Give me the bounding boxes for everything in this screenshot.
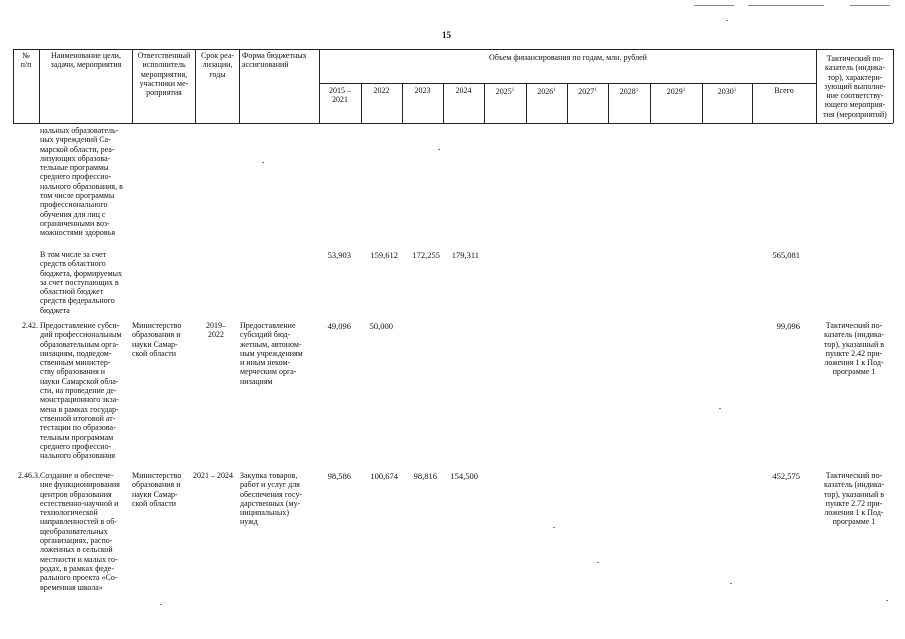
row-2-name: Предоставление субси- дий профессиональным образовательным орга- низациям, подведом- ственным министер- ству образования и науки Самарской обла- сти, на проведение де- монстрационного экза- мена в рамках государ- ственной итоговой ат- тестации по образова- тельным программам среднего профессио- нального образования [40,321,122,461]
year-header-2029 [650,86,702,96]
year-label-2028: 2028 [619,87,636,96]
row-1-value-2015-2021: 53,903 [327,250,351,260]
row-2-total: 99,096 [776,321,800,331]
row-0-name: нальных образователь- ных учреждений Са- марской области, реа- лизующих образова- тельные программы среднего профессио- нального образования, в том числе программы профессионального обучения для лиц с ограниченными воз- можностями здоровья [40,126,123,238]
row-3-total: 452,575 [772,471,800,481]
scan-speck [553,527,555,528]
year-header-2026 [526,86,567,96]
row-2-number: 2.42. [22,321,38,330]
header-form: Форма бюджетных ассигнований [242,51,307,70]
year-label-2026: 2026 [537,87,554,96]
row-3-value-2024: 154,500 [450,471,478,481]
row-3-term: 2021 – 2024 [193,471,233,480]
row-2-form: Предоставление субсидий бюд- жетным, автоном- ным учреждениям и иным неком- мерческим орга- низациям [240,321,303,386]
page-number: 15 [442,30,451,40]
row-3-responsible: Министерство образования и науки Самар- ской области [132,471,182,508]
row-2-value-2022: 50,000 [369,321,393,331]
row-1-total: 565,081 [772,250,800,260]
scan-speck [730,583,732,584]
footnote-mark-2025: 1 [511,88,515,93]
row-1-name: В том числе за счет средств областного бюджета, формируемых за счет поступающих в областной бюджет средств федерального бюджета [40,250,123,315]
scan-speck [719,408,721,409]
row-2-responsible: Министерство образования и науки Самар- ской области [132,321,182,358]
row-3-value-2022: 100,674 [370,471,398,481]
year-label-2029: 2029 [666,87,683,96]
row-2-indicator: Тактический по- казатель (индика- тор), указанный в пункте 2.42 при- ложения 1 к Под- программе 1 [823,321,885,377]
year-header-2015-2021: 2015 – 2021 [329,86,351,105]
top-rule-far [850,5,890,6]
year-label-2030: 2030 [717,87,734,96]
year-header-2028 [608,86,650,96]
header-term: Срок реа- лизации, годы [200,51,235,79]
row-2-term: 2019– 2022 [206,321,226,340]
header-no: № п/п [20,51,32,70]
scan-speck [262,162,264,163]
row-3-value-2023: 98,816 [413,471,437,481]
year-header-2030 [702,86,752,96]
col-line-end [893,49,894,123]
scan-speck [160,604,162,605]
footnote-mark-2028: 1 [635,88,639,93]
header-top-line [13,49,893,50]
row-3-form: Закупка товаров, работ и услуг для обеспечения госу- дарственных (му- ниципальных) нужд [240,471,303,527]
footnote-mark-2027: 1 [594,88,597,93]
scan-speck [597,562,599,563]
footnote-mark-2026: 1 [553,88,556,93]
footnote-mark-2030: 1 [733,88,737,93]
header-bottom-line [13,123,893,124]
year-header-total: Всего [774,86,794,95]
row-3-name: Создание и обеспече- ние функционирования центров образования естественно-научной и технологической направленностей в об- щеобразовательных организациях, распо- ложенных в сельской местности и малых го- родах, в рамках феде- рального проекта «Со- временная школа» [40,471,120,592]
row-3-number: 2.46.3. [18,471,40,480]
row-1-value-2022: 159,612 [370,250,398,260]
year-label-2025: 2025 [495,87,512,96]
top-rule-right [748,5,824,6]
row-3-indicator: Тактический по- казатель (индика- тор), указанный в пункте 2.72 при- ложения 1 к Под- программе 1 [823,471,885,527]
header-name: Наименование цели, задачи, мероприятия [50,51,122,70]
year-header-2025 [484,86,526,96]
top-rule-left [694,5,734,6]
scan-speck [726,20,728,21]
header-responsible: Ответственный исполнитель мероприятия, участники ме- роприятия [137,51,191,98]
row-1-value-2024: 179,311 [451,250,479,260]
year-header-2024: 2024 [455,86,472,95]
year-header-2027 [567,86,608,96]
scan-speck [886,600,888,601]
year-label-2027: 2027 [578,87,595,96]
row-3-value-2015-2021: 98,586 [327,471,351,481]
footnote-mark-2029: 1 [682,88,686,93]
header-indicator: Тактический по- казатель (индика- тор), характери- зующий выполне- ние соответству- ющего мероприя- тия (мероприятий) [823,54,887,119]
scan-speck [438,149,440,150]
row-2-value-2015-2021: 49,096 [327,321,351,331]
row-1-value-2023: 172,255 [412,250,440,260]
year-header-2023: 2023 [414,86,431,95]
col-line-4 [239,49,240,123]
year-header-2022: 2022 [373,86,390,95]
header-funding: Объем финансирования по годам, млн. рублей [489,53,647,62]
